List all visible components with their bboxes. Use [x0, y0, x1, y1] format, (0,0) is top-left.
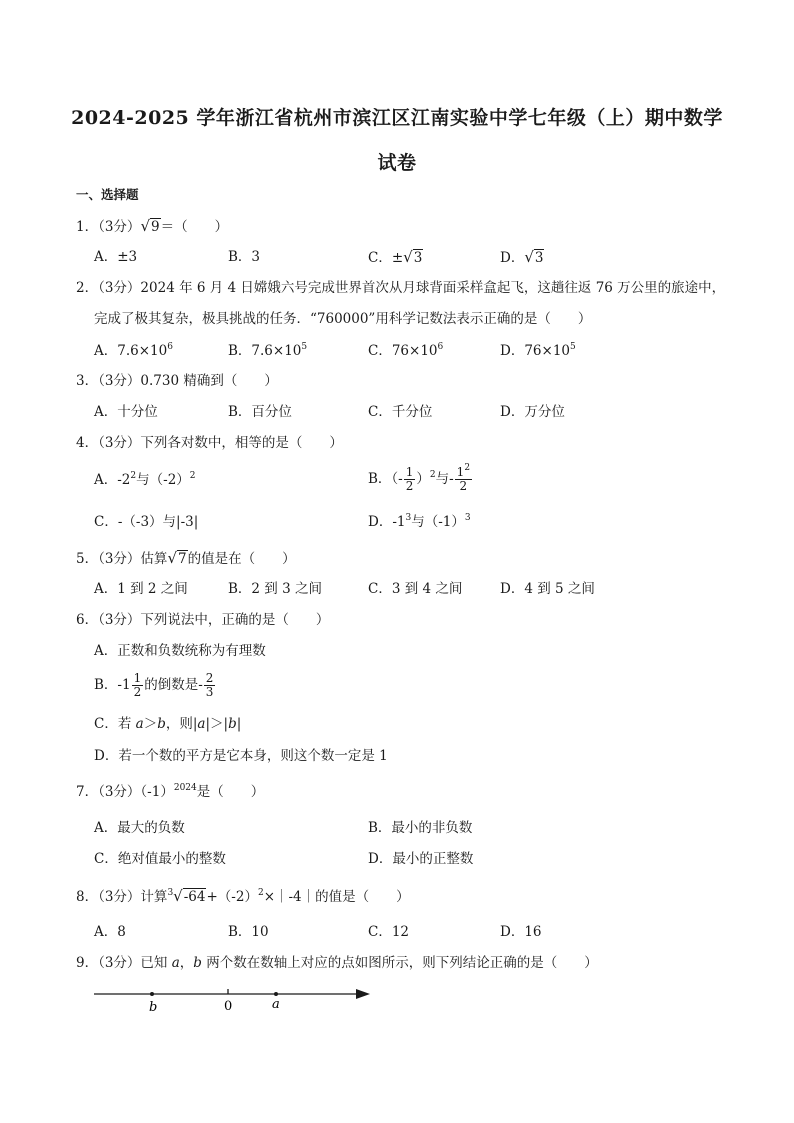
q8-option-c[interactable]: C．12 [368, 924, 410, 940]
question-1-stem: 1．（3分）√9＝（ ） [76, 217, 229, 235]
point-a-dot [274, 992, 278, 996]
section-heading: 一、选择题 [76, 187, 139, 202]
question-8-stem: 8．（3分）计算$^3√-64+(-2)^2\times|-4|$的值是（ ） [76, 887, 410, 905]
q1-option-d[interactable]: D．√3 [500, 248, 544, 266]
question-2-stem-line2: 完成了极其复杂，极具挑战的任务．“760000”用科学记数法表示正确的是（ ） [94, 311, 592, 327]
number-line-arrow [356, 989, 370, 999]
q7-option-d[interactable]: D．最小的正整数 [368, 851, 474, 867]
q2-option-c[interactable]: C．$76\times 10^6$ [368, 342, 444, 359]
q3-option-c[interactable]: C．千分位 [368, 404, 433, 420]
q8-option-d[interactable]: D．16 [500, 924, 542, 940]
number-line-figure [90, 978, 380, 1018]
cube-root-index: 3 [167, 888, 174, 898]
question-6-stem: 6．（3分）下列说法中，正确的是（ ） [76, 612, 330, 628]
q4-option-b[interactable]: B．（- $\frac{1}{2}$ ）$^2$与- $\frac{1^2}{2}$ [368, 463, 471, 493]
point-b-dot [150, 992, 154, 996]
cube-root-symbol: √-64 [173, 887, 206, 905]
question-3-stem: 3．（3分）0.730 精确到（ ） [76, 373, 278, 389]
point-b-label: b [149, 1000, 158, 1015]
q3-option-b[interactable]: B．百分位 [228, 404, 292, 420]
q6-option-c[interactable]: C．若 a＞b，则|a|＞|b| [94, 716, 242, 732]
q1-option-a[interactable]: A．±3 [94, 249, 138, 265]
q5-option-b[interactable]: B．2 到 3 之间 [228, 581, 322, 597]
q2-option-a[interactable]: A．$7.6\times 10^6$ [94, 342, 173, 359]
q4-option-a[interactable]: A．$-2^2$与$(-2)^2$ [94, 471, 196, 488]
q5-option-c[interactable]: C．3 到 4 之间 [368, 581, 463, 597]
q7-option-c[interactable]: C．绝对值最小的整数 [94, 851, 226, 867]
origin-label: 0 [224, 999, 233, 1014]
sqrt-symbol: √9 [140, 217, 160, 235]
q2-option-d[interactable]: D．$76\times 10^5$ [500, 342, 576, 359]
q1-option-b[interactable]: B．3 [228, 249, 261, 265]
q6-option-d[interactable]: D．若一个数的平方是它本身，则这个数一定是 1 [94, 748, 388, 764]
q3-option-d[interactable]: D．万分位 [500, 404, 565, 420]
question-4-stem: 4．（3分）下列各对数中，相等的是（ ） [76, 435, 343, 451]
question-9-stem: 9．（3分）已知 a，b 两个数在数轴上对应的点如图所示，则下列结论正确的是（ ） [76, 955, 598, 971]
q8-option-a[interactable]: A．8 [94, 924, 126, 940]
q8-option-b[interactable]: B．10 [228, 924, 269, 940]
q5-option-d[interactable]: D．4 到 5 之间 [500, 581, 595, 597]
fraction: $\frac{1}{2}$ [133, 671, 142, 699]
question-5-stem: 5．（3分）估算√7的值是在（ ） [76, 549, 296, 567]
question-7-stem: 7．（3分）$(-1)^{2024}$是（ ） [76, 783, 265, 800]
q4-option-d[interactable]: D．$-1^3$与$(-1)^3$ [368, 513, 471, 530]
fraction: $\frac{1}{2}$ [405, 465, 414, 493]
q7-option-b[interactable]: B．最小的非负数 [368, 820, 473, 836]
exam-title-line1: 2024-2025 学年浙江省杭州市滨江区江南实验中学七年级（上）期中数学 [71, 107, 723, 129]
sqrt-symbol: √7 [167, 549, 187, 567]
point-a-label: a [272, 997, 280, 1012]
q2-option-b[interactable]: B．$7.6\times 10^5$ [228, 342, 308, 359]
fraction: $\frac{2}{3}$ [205, 671, 214, 699]
q4-option-c[interactable]: C．-（-3）与|-3| [94, 514, 199, 530]
q3-option-a[interactable]: A．十分位 [94, 404, 158, 420]
question-2-stem-line1: 2．（3分）2024 年 6 月 4 日嫦娥六号完成世界首次从月球背面采样盒起飞，这趟往返 76 万公里的旅途中， [76, 280, 726, 296]
q7-option-a[interactable]: A．最大的负数 [94, 820, 185, 836]
q6-option-a[interactable]: A．正数和负数统称为有理数 [94, 643, 266, 659]
q5-option-a[interactable]: A．1 到 2 之间 [94, 581, 188, 597]
q6-option-b[interactable]: B．-1 $\frac{1}{2}$ 的倒数是- $\frac{2}{3}$ [94, 671, 214, 699]
fraction: $\frac{1^2}{2}$ [456, 463, 471, 493]
q1-option-c[interactable]: C．±√3 [368, 248, 423, 266]
exam-title-line2: 试卷 [377, 152, 417, 174]
